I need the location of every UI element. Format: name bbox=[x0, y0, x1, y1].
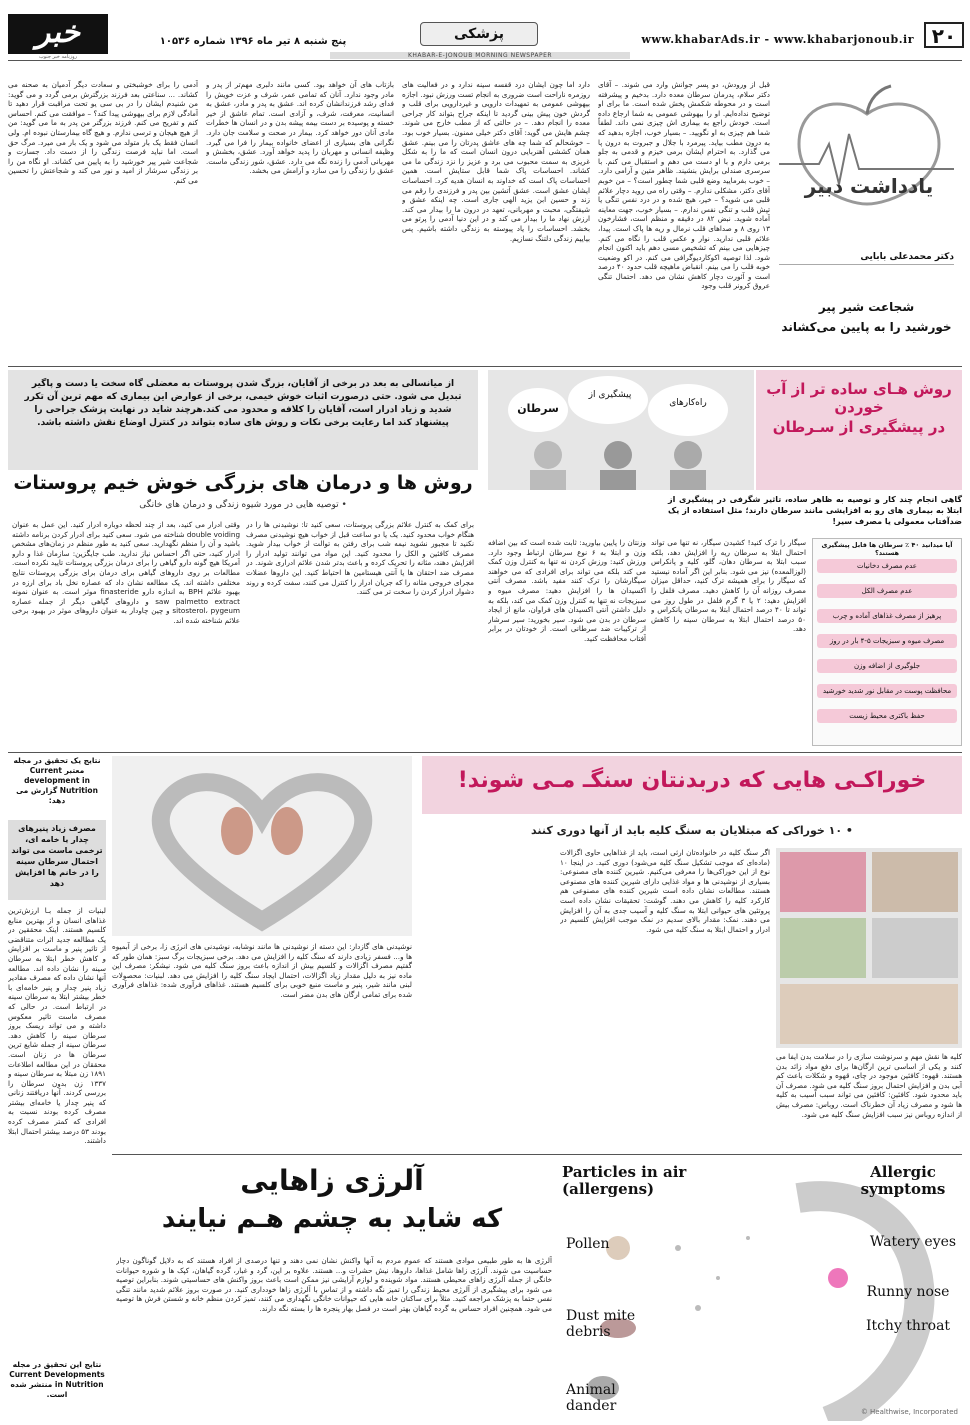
label-runny-nose: Runny nose bbox=[866, 1284, 950, 1300]
kidney-body-3: کلیه ها نقش مهم و سرنوشت سازی را در سلامت بدن ایفا می کنند و یکی از اساسی ترین ارگان‌ها برای دفع مواد زائد بدن هستند. قهوه: کافئین موجود در چای، قهوه و شکلات باعث کم آبی بدن و افزایش احتمال بروز سنگ کلیه می شود. مصرف آن باید محدود شود. کافئین: کافئین می تواند سبب آسیب به کلیه ها شود و مصرف زیاد آن خطرناک است. روباس: مصرف بیش از اندازه روباس نیز سبب افزایش سنگ کلیه می شود. bbox=[776, 1052, 962, 1119]
label-pollen: Pollen bbox=[566, 1236, 610, 1252]
newspaper-logo: خبر bbox=[8, 14, 108, 54]
tip-item: پرهیز از مصرف غذاهای آماده و چرب bbox=[817, 609, 957, 623]
allergy-article bbox=[112, 1158, 962, 1421]
breast-source: نتایج این تحقیق در مجله Current Developments in Nutrition منتشر شده است. bbox=[9, 1360, 105, 1399]
prostate-intro: از میانسالی به بعد در برخی از آقایان، بزرگ شدن پروستات به معضلی گاه سخت یا دست و پاگیر تبدیل می شود. حتی درصورت اثبات خوش خیمی، برخی از عوارض این بیماری که مهم ترین آن تکرر شدید و زیاد ادرار است، آقایان را کلافه و محدود می کند.هرچند شاید در نهایت پزشک جراحی را پیشنهاد کند اما رعایت برخی نکات و روش های ساده بتواند در کنترل اوضاع نقش داشته باشد. bbox=[8, 370, 478, 470]
site-urls: www.khabarAds.ir - www.khabarjonoub.ir bbox=[641, 33, 914, 46]
prostate-subtitle: • توصیه هایی در مورد شیوه زندگی و درمان های خانگی bbox=[139, 500, 347, 510]
breast-highlight: مصرف زیاد پنیرهای چدار یا خامه ای، ترخمی ماست می تواند احتمال سرطان سینه را در خانم ها افزایش دهد bbox=[8, 820, 106, 900]
kidney-article bbox=[112, 756, 962, 1151]
prostate-article bbox=[8, 370, 478, 748]
figure-credit: © Healthwise, Incorporated bbox=[860, 1408, 958, 1416]
label-itchy-throat: Itchy throat bbox=[865, 1318, 951, 1334]
tip-item: محافظت پوست در مقابل نور شدید خورشید bbox=[817, 684, 957, 698]
rule-1 bbox=[8, 366, 962, 367]
page-number: ۲۰ bbox=[924, 22, 964, 48]
people-speech-bubbles-icon bbox=[488, 370, 754, 490]
cancer-body-2: وزنتان را پایین بیاورید: ثابت شده است که بین اضافه وزن و ابتلا به ۶ نوع سرطان ارتباط وجود دارد. ورزش کنید: ورزش کردن نه تنها به کنترل وزن کمک می کند بلکه می تواند برای افرادی که می خواهند سیگارشان را ترک کنند مفید باشد. مصرف آنتی اکسیدان ها را افزایش دهید: مصرف میوه و سبزیجات نه تنها به کنترل وزن کمک می کند، بلکه به دلیل داشتن آنتی اکسیدان های فراوان، مانع از ایجاد سرطان در بدن می شود. سیر بخورید: سیر سرشار از ترکیبات ضد سرطانی است. از خودتان در برابر آفتاب محافظت کنید. bbox=[488, 538, 646, 643]
editor-logo-area bbox=[779, 74, 954, 214]
infographic-title: آیا میدانید ۴۰ ٪ سرطان ها قابل پیشگیری هستند؟ bbox=[821, 541, 953, 557]
logo-small-text: روزنامه خبر جنوب bbox=[39, 54, 77, 60]
label-dust-mite: Dust mite debris bbox=[566, 1308, 636, 1340]
editor-title-2: خورشید را به پایین می‌کشاند bbox=[781, 320, 952, 334]
tip-item: عدم مصرف دخانیات bbox=[817, 559, 957, 573]
cancer-article bbox=[488, 370, 962, 748]
page-header bbox=[0, 0, 970, 60]
figure-title-left: Particles in air (allergens) bbox=[562, 1163, 687, 1198]
breast-intro: نتایج یک تحقیق در مجله معتبر Current development in Nutrition گزارش می دهد: bbox=[13, 756, 101, 805]
allergy-title-2: که شاید به چشم هـم نیایند bbox=[161, 1204, 503, 1234]
prostate-title: روش ها و درمان های بزرگی خوش خیم پروستات bbox=[13, 472, 473, 494]
editor-col-2: دارد اما چون ایشان درد قفسه سینه ندارد و در فعالیت های روزمره ناراحت است ضروری به انجام تست ورزش نبود. اجازه بیهوشی عمومی به تمهیدات دارویی و غیردارویی برای قلب و گردش خون پیش بینی گردید تا اینکه جراح بتواند کار جراحی معده را انجام دهد. – در حالتی که از مطب خارج می شوند. چشم هایش می گوید: آقای دکتر خیلی ممنون. بسیار خوب بود. – خوشحالم که شما چه های عاشق پدرتان را می بینم. عشق همان کششی آهنربایی درون انسان است که ما را به شکل غریزی به سمت محبوب می برد و عزیز را نزد زندگی ما می کشاند. احساسات پاک شما قابل ستایش است. همین احساسات پاک است که خداوند به انسان هدیه کرد. احساسات ایشان عشق است. عشق آتشین بین پدر و فرزندی را رقم می زند و حسین ابن یزید الهی جاری است. چه اینکه عشق و شیفتگی، محبت و مهربانی، تعهد در درون ما را بیدار می کند. ارزش نهاد ما را بیدار می کند و در این دنیا آدمی را پرتو می بخشد. احساسات را یاد پیوسته به زندگی داشته باشیم. پس بیاییم زندگی دلتنگ نسازیم. bbox=[402, 80, 590, 243]
rule-3 bbox=[112, 1154, 962, 1155]
issue-date: پنج شنبه ۸ تیر ماه ۱۳۹۶ شماره ۱۰۵۳۶ bbox=[159, 36, 347, 47]
tip-item: عدم مصرف الکل bbox=[817, 584, 957, 598]
editor-column bbox=[8, 64, 962, 364]
label-watery-eyes: Watery eyes bbox=[869, 1234, 957, 1250]
tip-item: جلوگیری از اضافه وزن bbox=[817, 659, 957, 673]
cancer-title-2: در پیشگیری از سـرطان bbox=[772, 418, 946, 436]
kidney-subtitle: • ۱۰ خوراکی که مبتلایان به سنگ کلیه باید از آنها دوری کنند bbox=[531, 824, 853, 837]
cancer-image bbox=[488, 370, 754, 490]
tip-item: مصرف میوه و سبزیجات ۵-۴ بار در روز bbox=[817, 634, 957, 648]
kidney-body-2: نوشیدنی های گازدار: این دسته از نوشیدنی ها مانند نوشابه، نوشیدنی های انرژی زا، برخی از آبمیوه ها و... فسفر زیادی دارند که سنگ کلیه را افزایش می دهد. برخی سبزیجات برگ سبز: همان طور که گفتیم مصرف اگزالات و کلسیم بیش از اندازه باعث بروز سنگ کلیه می شود. نیشکر: مصرف این ماده نیز به دلیل مقدار زیاد اگزالات، احتمال ایجاد سنگ کلیه را افزایش می دهد. لبنیات: محصولات لبنی مانند شیر، پنیر و ماست منبع خوبی برای کلسیم هستند. غذاهای فرآوری شده: غذاهای فرآوری شده برای تمامی ارگان های بدن مضر است. bbox=[112, 942, 412, 999]
cancer-infographic bbox=[812, 538, 962, 746]
food-collage-icon bbox=[776, 848, 962, 1048]
allergy-title-1: آلرژی زاهایی bbox=[240, 1164, 424, 1197]
allergy-body: آلرژی ها به طور طبیعی موادی هستند که عموم مردم به آنها واکنش نشان نمی دهند و تنها درصدی از افراد هستند که به دلایل گوناگون دچار حساسیت می شوند. آلرژی زاها شامل غذاها، داروها، نیش حشرات و... هستند. علاوه بر این، گرد و غبار، گرده گیاهان، کپک ها و شوره حیوانات خانگی از جمله آلرژی زاهای محیطی هستند. مواد شوینده و لوازم آرایشی نیز ممکن است باعث بروز واکنش های حساسیتی شوند. بنابراین توصیه می شود برای پیشگیری از آلرژی محیط زندگی را تمیز نگه داشته و از تماس با آلرژی زاها خودداری کنید. در صورت بروز علائم شدید مانند تنگی نفس حتما به پزشک مراجعه کنید. مثلاً برای ساکنان خانه هایی که حیوانات خانگی نگهداری می کنند، تمیز کردن منظم خانه و شستن فرش ها توصیه می شود. همچنین افراد حساس به گرده گیاهان بهتر است در فصل بهار پنجره ها را بسته نگه دارند. bbox=[116, 1256, 552, 1313]
image-label-1: راه‌کارهای bbox=[669, 398, 707, 408]
rule-2 bbox=[8, 752, 962, 753]
prostate-body-1: برای کمک به کنترل علائم بزرگی پروستات، سعی کنید تا: نوشیدنی ها را در هنگام خواب محدود کنید. یک یا دو ساعت قبل از خواب هیچ نوشیدنی مصرف نکنید تا مجبور نشوید نیمه شب برای رفتن به توالت از خواب بیدار شوید. مصرف کافئین و الکل را محدود کنید. این مواد می توانند تولید ادرار را افزایش دهند، مثانه را تحریک کرده و باعث بدتر شدن علائم ادراری شوند. در مصرف ضد احتقان ها یا آنتی هیستامین ها احتیاط کنید. این داروها عضلات مجرای خروجی مثانه را که جریان ادرار را کنترل می کنند، سفت کرده و روند دشوار ادرار کردن را سخت تر می کنند. bbox=[246, 520, 474, 597]
editor-col-4: آدمی را برای خوشبختی و سعادت دیگر آدمیان به صحنه می کشاند. ... سناعتی بعد فرزند بزرگترش برمی گردد و می گوید: من شنیدم ایشان را در بی سی یو تحت مراقبت قرار دهید تا آمادگی لازم برای بیهوشی پیدا کند؟ – موافقت می کنم. احساس کنم و تفریح می کنم. فرزند بزرگتر من پدر به ما می گوید: من از هیچ هیجان و ترسی ندارم. و هیچ گاه بیمارستان نبوده ام. ولی انسان فقط یک بار متولد می شود و یک بار می میرد. مرگ حق است. اما نباید فرصت زندگی را از دست داد. جسارت و شجاعت شیر پیر خورشید را به پایین می کشاند. او نگاه من را بر زندگی سرشار از امید و نور می کند و شجاعتش را تحسین می کنم. bbox=[8, 80, 198, 185]
label-animal-dander: Animal dander bbox=[566, 1382, 617, 1414]
kidney-food-images bbox=[776, 848, 962, 1048]
tip-item: حفظ باکتری محیط زیست bbox=[817, 709, 957, 723]
breast-article bbox=[8, 756, 106, 1421]
kidney-title-box bbox=[422, 756, 962, 814]
cancer-title-1: روش هـای ساده تر از آب خوردن bbox=[766, 380, 952, 416]
editor-title-1: شجاعت شیر پیر bbox=[818, 300, 915, 314]
cancer-body-1: سیگار را ترک کنید! کشیدن سیگار، نه تنها می تواند احتمال ابتلا به سرطان ریه را افزایش دهد، بلکه سبب ابتلا به سرطان دهان، گلو، کلیه و پانکراس (لوزالمعده) نیز می شود. بنابر این اگر آماده نیستید که سیگار را برای همیشه ترک کنید، حداقل میزان مصرف روزانه آن را کاهش دهید. مصرف فلفل را افزایش دهید: ۲ یا ۳ گرم فلفل در طول روز می تواند تا ۴۰ درصد احتمال ابتلا به سرطان پانکراس و ۵۰ درصد احتمال ابتلا به سرطان سینه را کاهش دهد. bbox=[651, 538, 806, 634]
tips-list bbox=[817, 559, 957, 723]
cancer-lead: گاهی انجام چند کار و توصیه به ظاهر ساده، تاثیر شگرفی در پیشگیری از ابتلا به بیماری های رو به افزایشی مانند سرطان دارند؛ مثل استفاده از یک ضدآفتاب معمولی یا مصرف سیر! bbox=[668, 495, 962, 526]
allergy-figure bbox=[558, 1158, 962, 1421]
header-subtitle: KHABAR-E-JONOUB MORNING NEWSPAPER bbox=[330, 52, 630, 59]
image-label-3: سرطان bbox=[517, 402, 559, 415]
kidney-title: خوراکـی هایی که دربدنتان سنگـ مـی شوند! bbox=[457, 768, 927, 793]
editor-logo-text: یادداشت دبیر bbox=[804, 174, 934, 198]
heart-hands-image bbox=[112, 756, 412, 936]
image-label-2: پیشگیری از bbox=[588, 390, 632, 400]
prostate-body-2: وقتی ادرار می کنید، بعد از چند لحظه دوباره ادرار کنید. این عمل به عنوان double voiding شناخته می شود. سعی کنید برای ادرار کردن برنامه داشته باشید و آن را منظم نگهدارید. سعی کنید به طور منظم در زمان‌های مشخص ادرار کنید، حتی اگر احساس نیاز ندارید. طب جایگزین: سازمان غذا و دارو آمریکا هیچ گونه دارو گیاهی را برای درمان بزرگی پروستات تایید نکرده است. مطالعات بر روی داروهای گیاهی برای درمان برای بزرگی پروستات نتایج مختلفی داشته اند. یک مطالعه نشان داد که عصاره نخل باد برای ارزه در بهبود علائم BPH به اندازه دارو finasteride موثر است. به عنوان نمونه saw palmetto extract و داروهای گیاهی دیگر از جمله عصاره sitosterol، pygeum و چین چاودار به عنوان داروهای موثر در بهبود برخی علائم شناخته شده اند. bbox=[12, 520, 240, 625]
kidney-body-1: اگر سنگ کلیه در خانواده‌تان ارثی است، باید از غذاهایی حاوی اگزالات (ماده‌ای که موجب تشکیل سنگ کلیه می‌شود) دوری کنید. در اینجا ۱۰ نوع از این خوراکی‌ها را معرفی می‌کنیم. شیرین کننده های مصنوعی: بسیاری از نوشیدنی ها و مواد غذایی دارای شیرین کننده های مصنوعی هستند. مطالعات نشان داده است شیرین کننده های مصنوعی هم کارکرد کلیه را کاهش می دهند. گوشت: تحقیقات نشان داده است پروتئین های حیوانی ابتلا به سنگ کلیه و آسیب جدی به آن را افزایش می دهند. نمک: مقدار بالای سدیم در نمک موجب افزایش کلسیم در ادرار و احتمال ابتلا به سنگ کلیه می شود. bbox=[560, 848, 770, 934]
figure-title-right: Allergic symptoms bbox=[860, 1163, 946, 1198]
section-title: پزشکی bbox=[420, 22, 538, 46]
editor-col-3: بازتاب های آن خواهد بود. کسی مانند دلبری مهم‌تر از پدر و مادر وجود ندارد. آنان که تمامی عمر، شرف و عزت خویش را فدای رشد فرزندانشان کرده اند. عشق به پدر و مادر، عشق به انسانیت، معرفت، شرف، و آزادی است. تمام عاشق از خیر خسته و پوسیده بر دست بیمه پیشه بدن و در انسان ها خطرات مادی آنان دور خواهد کرد. بیمار در صحت و سلامت جان دارد. نگرانی های بسیاری از اعضای خانواده بیمار را فرا می گیرد. وظیفه انسانی و مهربان را پدید خواهد آورد. عشق، بخشش و مهربانی آدمی را زنده نگه می دارد. عشق، شور زندگی ماست. عشق را زندگی را می سازد و آرامش می بخشد. bbox=[206, 80, 394, 176]
editor-col-1: قبل از ورودش، دو پسر جوانش وارد می شوند. – آقای دکتر سلام، پدرمان سرطان معده دارد. بدخیم و پیشرفته است و در محوطه شکمش پخش شده است. ما برای او توضیح نداده‌ایم. او را بیهوشی عمومی به شما ارجاع داده است. خودش راجع به بیماری اش چیزی نمی داند. لطفاً شما هم چیزی به او نگویید. – بسیار خوب، اجازه بدهید که به درون مطب بیاید. پیرمرد با جلال و جبروت به درون پا می گذارد. به احترام ایشان برمی خیزم و قدمی به جلو برمی دارم و با او دست می دهم و استقبال می کنم. با سرسری صندلی برایش بنشیند. ظاهر متین و آرامی دارد. – خوب بفرمایید وضع قلبی شما چطور است؟ – من خوبم آقای دکتر، مشکلی ندارم. – وقتی راه می روید دچار علائم قلبی می شوید؟ – خیر، هیچ شده و در درد نفس تنگی یا تپش قلب و تنگی نفس ندارم. – بسیار خوب، جهت معاینه آماده شوید. نبض ۸۲ در دقیقه و منظم است، فشارخون ۱۳ روی ۸ و صداهای قلب نرمال و ریه ها پاک است. پیدا، علائم قلبی ندارید. نوار و عکس قلب را نگاه می کنم. چیزهایی می بینم که تشخیص مسی دهم باید اکنون انجام شود. لذا توصیه اکوکاردیوگرافی می کنم. در اکو وضعیت خوبه قلب را می بینم. انقباض ماهیچه قلب حدود ۴۰ درصد است و آئورت دچار کاهش نشان می دهد. احتمال تنگی عروق کرونر قلب وجود bbox=[598, 80, 770, 291]
header-rule bbox=[8, 60, 962, 61]
cancer-title-box bbox=[756, 370, 962, 490]
editor-author: دکتر محمدعلی بابایی bbox=[779, 252, 954, 265]
breast-body: لبنیات از جمله بـا ارزش‌ترین غذاهای انسان و از بهترین منابع کلسیم هستند. اینک محققین در یک مطالعه جدید اثرات متناقضی از تاثیر پنیر و ماست بر افزایش و کاهش خطر ابتلا به سرطان سینه را نشان داده اند. مطالعه آنها نشان داده که مصرف مقادیر زیاد پنیر چدار و پنیر خامه‌ای با خطر بیشتر ابتلا به سرطان سینه در ارتباط است. در حالی که مصرف ماست تاثیر معکوس داشته و می تواند ریسک بروز سرطان سینه را کاهش دهد. سرطان سینه از جمله شایع ترین سرطان ها در زنان است. محققان در این مطالعه اطلاعات ۱۸۹۱ زن مبتلا به سرطان سینه و ۱۳۳۷ زن بدون سرطان را بررسی کردند. آنها دریافتند زنانی که پنیر چدار یا خامه‌ای بیشتر مصرف کرده بودند نسبت به افرادی که کمتر مصرف کرده بودند ۵۳ درصد بیشتر احتمال ابتلا داشتند. bbox=[8, 906, 106, 1146]
heart-hands-kidney-icon bbox=[112, 756, 412, 936]
